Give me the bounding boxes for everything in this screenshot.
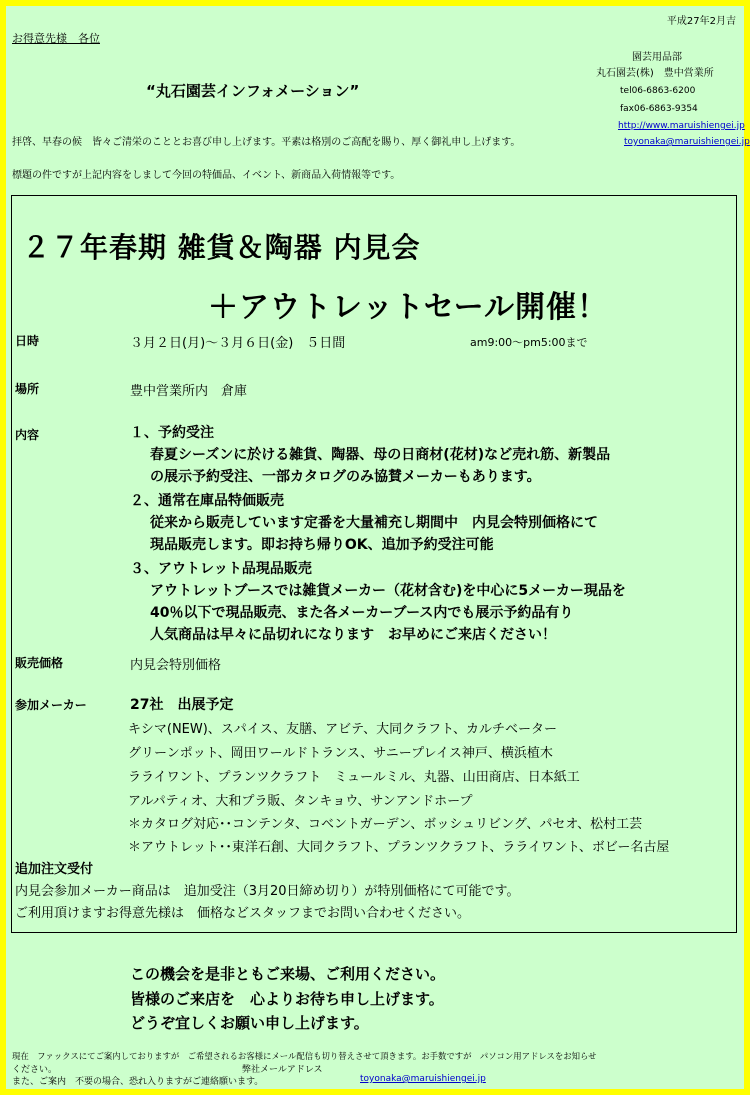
item-3-line-3: 人気商品は早々に品切れになります お早めにご来店ください！: [150, 627, 556, 643]
item-2-line-2: 現品販売します。即お持ち帰りOK、追加予約受注可能: [150, 537, 494, 553]
closing-line-3: どうぞ宜しくお願い申し上げます。: [130, 1014, 369, 1032]
company-fax: fax06-6863-9354: [620, 104, 698, 114]
item-3-line-1: アウトレットブースでは雑貨メーカー（花材含む)を中心に5メーカー現品を: [150, 583, 626, 599]
maker-line-1: キシマ(NEW)、スパイス、友膳、アビテ、大同クラフト、カルチベーター: [128, 722, 557, 737]
place-label: 場所: [15, 382, 40, 396]
place-value: 豊中営業所内 倉庫: [130, 384, 248, 399]
maker-line-3: ラライワント、プランツクラフト ミュールミル、丸器、山田商店、日本紙工: [128, 770, 580, 785]
company-url-link[interactable]: http://www.maruishiengei.jp: [618, 121, 745, 131]
price-label: 販売価格: [15, 656, 64, 670]
closing-line-1: この機会を是非ともご来場、ご利用ください。: [130, 965, 446, 983]
footer-address-label: 弊社メールアドレス: [242, 1065, 323, 1075]
item-2-heading: ２、通常在庫品特価販売: [130, 493, 284, 509]
maker-line-2: グリーンポット、岡田ワールドトランス、サニープレイス神戸、横浜植木: [128, 746, 553, 761]
company-tel: tel06-6863-6200: [620, 86, 696, 96]
price-value: 内見会特別価格: [130, 658, 222, 673]
item-2-line-1: 従来から販売しています定番を大量補充し期間中 内見会特別価格にて: [150, 515, 598, 531]
footer-line-3: また、ご案内 不要の場合、恐れ入りますがご連絡願います。: [12, 1077, 264, 1087]
closing-line-2: 皆様のご来店を 心よりお待ち申し上げます。: [130, 990, 444, 1008]
additional-order-label: 追加注文受付: [15, 862, 94, 877]
footer-line-1: 現在 ファックスにてご案内しておりますが ご希望されるお客様にメール配信も切り替えさせて頂きます。お手数ですが パソコン用アドレスをお知らせ: [12, 1051, 597, 1061]
company-name: 丸石園芸(株) 豊中営業所: [596, 68, 714, 79]
company-email-link[interactable]: toyonaka@maruishiengei.jp: [624, 137, 750, 147]
item-1-line-1: 春夏シーズンに於ける雑貨、陶器、母の日商材(花材)など売れ筋、新製品: [150, 447, 611, 463]
maker-line-6: ＊アウトレット･･東洋石創、大同クラフト、プランツクラフト、ラライワント、ボビー名古屋: [128, 840, 670, 855]
flyer-sheet: [6, 6, 750, 1089]
newsletter-title: “丸石園芸インフォメーション”: [146, 82, 360, 100]
date-label: 日時: [15, 334, 40, 348]
content-label: 内容: [15, 428, 40, 442]
makers-heading: 27社 出展予定: [130, 697, 234, 713]
additional-order-line-2: ご利用頂けますお得意先様は 価格などスタッフまでお問い合わせください。: [15, 906, 471, 921]
time-value: am9:00～pm5:00まで: [470, 336, 588, 349]
footer-email-link[interactable]: toyonaka@maruishiengei.jp: [360, 1074, 486, 1084]
company-dept: 園芸用品部: [632, 52, 682, 63]
greeting-text: 拝啓、早春の候 皆々ご清栄のこととお喜び申し上げます。平素は格別のご高配を賜り、厚く御礼申し上げます。: [12, 137, 521, 148]
intro-text: 標題の件ですが上記内容をしまして今回の特価品、イベント、新商品入荷情報等です。: [12, 170, 401, 181]
makers-label: 参加メーカー: [15, 698, 87, 712]
item-3-heading: ３、アウトレット品現品販売: [130, 561, 312, 577]
date-value: ３月２日(月)～３月６日(金) ５日間: [130, 336, 346, 351]
item-1-line-2: の展示予約受注、一部カタログのみ協賛メーカーもあります。: [150, 469, 541, 485]
recipient-line: お得意先様 各位: [12, 32, 100, 45]
issue-date: 平成27年2月吉: [666, 16, 736, 27]
additional-order-line-1: 内見会参加メーカー商品は 追加受注（3月20日締め切り）が特別価格にて可能です。: [15, 884, 520, 899]
maker-line-4: アルパティオ、大和プラ販、タンキョウ、サンアンドホープ: [128, 794, 473, 809]
maker-line-5: ＊カタログ対応･･コンテンタ、コベントガーデン、ボッシュリビング、パセオ、松村工芸: [128, 817, 643, 832]
item-3-line-2: 40％以下で現品販売、また各メーカーブース内でも展示予約品有り: [150, 605, 574, 621]
event-title-line1: ２７年春期 雑貨＆陶器 内見会: [22, 231, 421, 264]
event-title-line2: ＋アウトレットセール開催！: [208, 290, 608, 325]
footer-line-2: ください。: [12, 1065, 58, 1075]
item-1-heading: １、予約受注: [130, 425, 214, 441]
event-box: [11, 195, 737, 933]
